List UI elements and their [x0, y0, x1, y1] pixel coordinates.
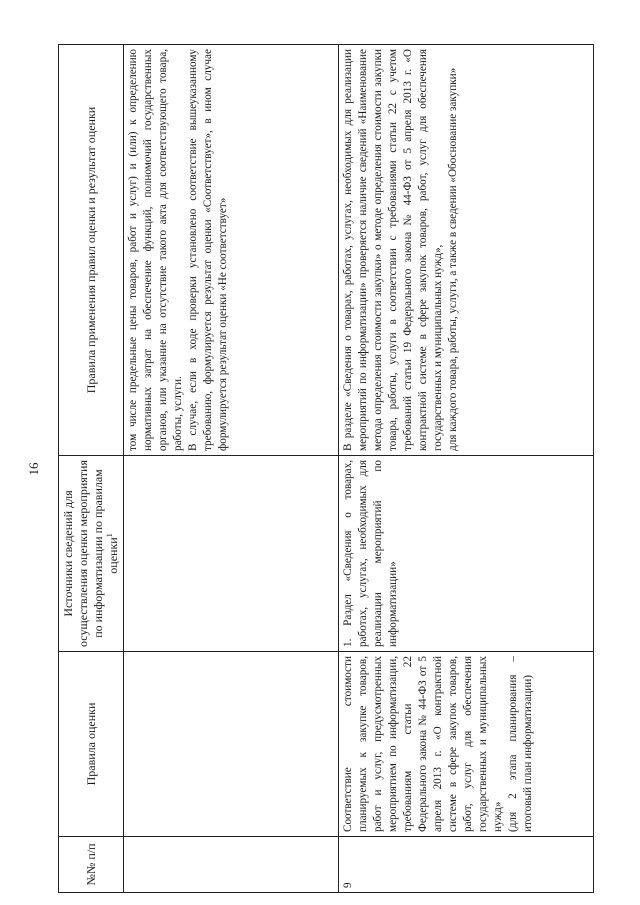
header-rules: Правила оценки: [59, 652, 124, 837]
evaluation-rules-table: [58, 44, 594, 893]
header-sources-text: Источники сведений для осуществления оценки мероприятия по информатизации по правилам оценки: [61, 460, 120, 647]
application-paragraph: том числе предельные цены товаров, работ и услуг) и (или) к определению нормативных затрат на обеспечение функций, полномочий государственных органов, или указание на отсутствие такого акта для соответствующего товара, работы, услуги.: [127, 49, 184, 451]
table-row: [339, 45, 594, 893]
cell-num: [124, 837, 339, 893]
cell-sources: [124, 456, 339, 652]
page-number: 16: [26, 462, 41, 476]
header-sources: [59, 456, 124, 652]
rotated-document-page: [26, 45, 578, 893]
header-num: №№ п/п: [59, 837, 124, 893]
application-paragraph: для каждого товара, работы, услуги, а также в сведении «Обоснование закупки»: [447, 67, 459, 451]
application-paragraph: В случае, если в ходе проверки установлено соответствие вышеуказанному требованию, формулируется результат оценки «Соответствует», в ином случае формулируется результат оценки «Не соответствует»: [187, 49, 229, 451]
rules-paragraph: (для 2 этапа планирования – итоговый план информатизации): [507, 656, 534, 832]
header-application: Правила применения правил оценки и результат оценки: [59, 45, 124, 456]
footnote-marker: 1: [105, 533, 114, 538]
cell-rules: [339, 652, 594, 837]
cell-num: 9: [339, 837, 594, 893]
cell-sources: 1. Раздел «Сведения о товарах, работах, услугах, необходимых для реализации мероприятий по информатизации»: [339, 456, 594, 652]
cell-application: [124, 45, 339, 456]
table-header-row: [59, 45, 124, 893]
cell-application: [339, 45, 594, 456]
table-row: [124, 45, 339, 893]
application-paragraph: В разделе «Сведения о товарах, работах, услугах, необходимых для реализации мероприятий по информатизации» проверяется наличие сведений «Наименование метода определения стоимости закупки» о методе определения стоимости закупки товара, работы, услуги в соответствии с требованиями статьи 22 с учетом требований статьи 19 Федерального закона № 44-ФЗ от 5 апреля 2013 г. «О контрактной системе в сфере закупок товаров, работ, услуг для обеспечения государственных и муниципальных нужд»,: [342, 49, 444, 451]
rules-paragraph: Соответствие стоимости планируемых к закупке товаров, работ и услуг, предусмотренных мероприятием по информатизации, требованиям статьи 22 Федерального закона № 44-ФЗ от 5 апреля 2013 г. «О контрактной системе в сфере закупок товаров, работ, услуг для обеспечения государственных и муниципальных нужд»: [342, 656, 504, 832]
cell-rules: [124, 652, 339, 837]
